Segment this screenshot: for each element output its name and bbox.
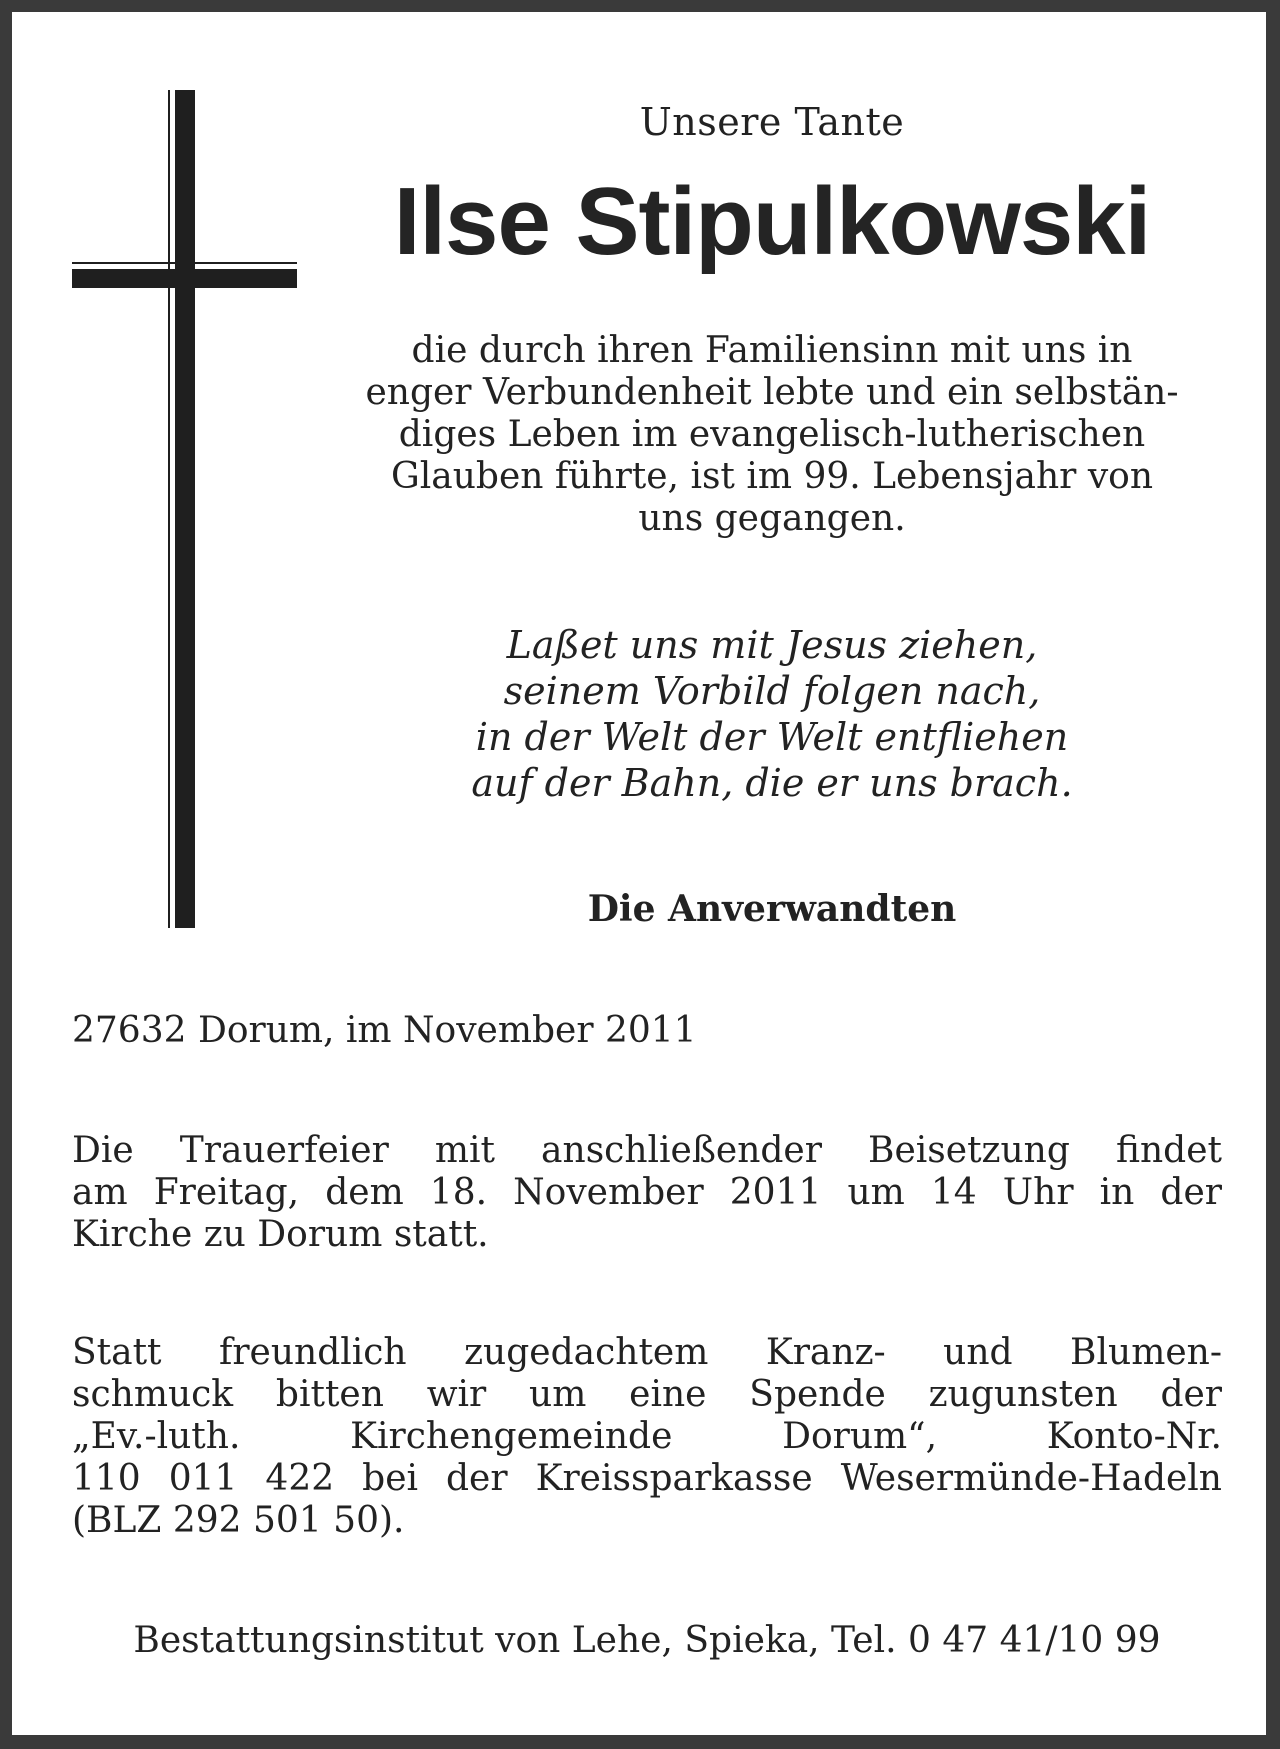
donation-line: schmuck bitten wir um eine Spende zugunsten der bbox=[72, 1374, 1222, 1415]
verse-line: seinem Vorbild folgen nach, bbox=[503, 669, 1041, 713]
donation-line: „Ev.-luth. Kirchengemeinde Dorum“, Konto-Nr. bbox=[72, 1416, 1222, 1457]
cross-icon-outline-vertical bbox=[168, 90, 170, 928]
verse-line: auf der Bahn, die er uns brach. bbox=[471, 761, 1073, 805]
cross-icon-outline-horizontal bbox=[72, 262, 297, 264]
donation-line: Statt freundlich zugedachtem Kranz- und Blumen- bbox=[72, 1332, 1222, 1373]
ceremony-line: Kirche zu Dorum statt. bbox=[72, 1214, 489, 1255]
bio-line: uns gegangen. bbox=[638, 498, 906, 539]
funeral-home-footer: Bestattungsinstitut von Lehe, Spieka, Tel. 0 47 41/10 99 bbox=[133, 1620, 1161, 1661]
bio-line: diges Leben im evangelisch-lutherischen bbox=[398, 414, 1146, 455]
obituary-notice bbox=[12, 12, 1266, 1735]
ceremony-line: Die Trauerfeier mit anschließender Beisetzung findet bbox=[72, 1130, 1222, 1171]
verse bbox=[312, 622, 1232, 806]
donation-line: (BLZ 292 501 50). bbox=[72, 1500, 405, 1541]
cross-icon bbox=[175, 90, 195, 928]
donation-paragraph bbox=[72, 1332, 1222, 1542]
ceremony-line: am Freitag, dem 18. November 2011 um 14 Uhr in der bbox=[72, 1172, 1222, 1213]
bio-line: Glauben führte, ist im 99. Lebensjahr von bbox=[390, 456, 1154, 497]
verse-line: in der Welt der Welt entfliehen bbox=[475, 715, 1069, 759]
signature: Die Anverwandten bbox=[587, 888, 957, 930]
verse-line: Laßet uns mit Jesus ziehen, bbox=[506, 623, 1038, 667]
bio-paragraph bbox=[312, 330, 1232, 540]
cross-icon-beam bbox=[72, 269, 297, 288]
deceased-name: Ilse Stipulkowski bbox=[393, 168, 1151, 275]
intro-text: Unsere Tante bbox=[639, 100, 905, 144]
bio-line: die durch ihren Familiensinn mit uns in bbox=[411, 330, 1133, 371]
donation-line: 110 011 422 bei der Kreissparkasse Wesermünde-Hadeln bbox=[72, 1458, 1222, 1499]
ceremony-paragraph bbox=[72, 1130, 1222, 1256]
place-date: 27632 Dorum, im November 2011 bbox=[72, 1010, 697, 1051]
bio-line: enger Verbundenheit lebte und ein selbstän- bbox=[365, 372, 1179, 413]
